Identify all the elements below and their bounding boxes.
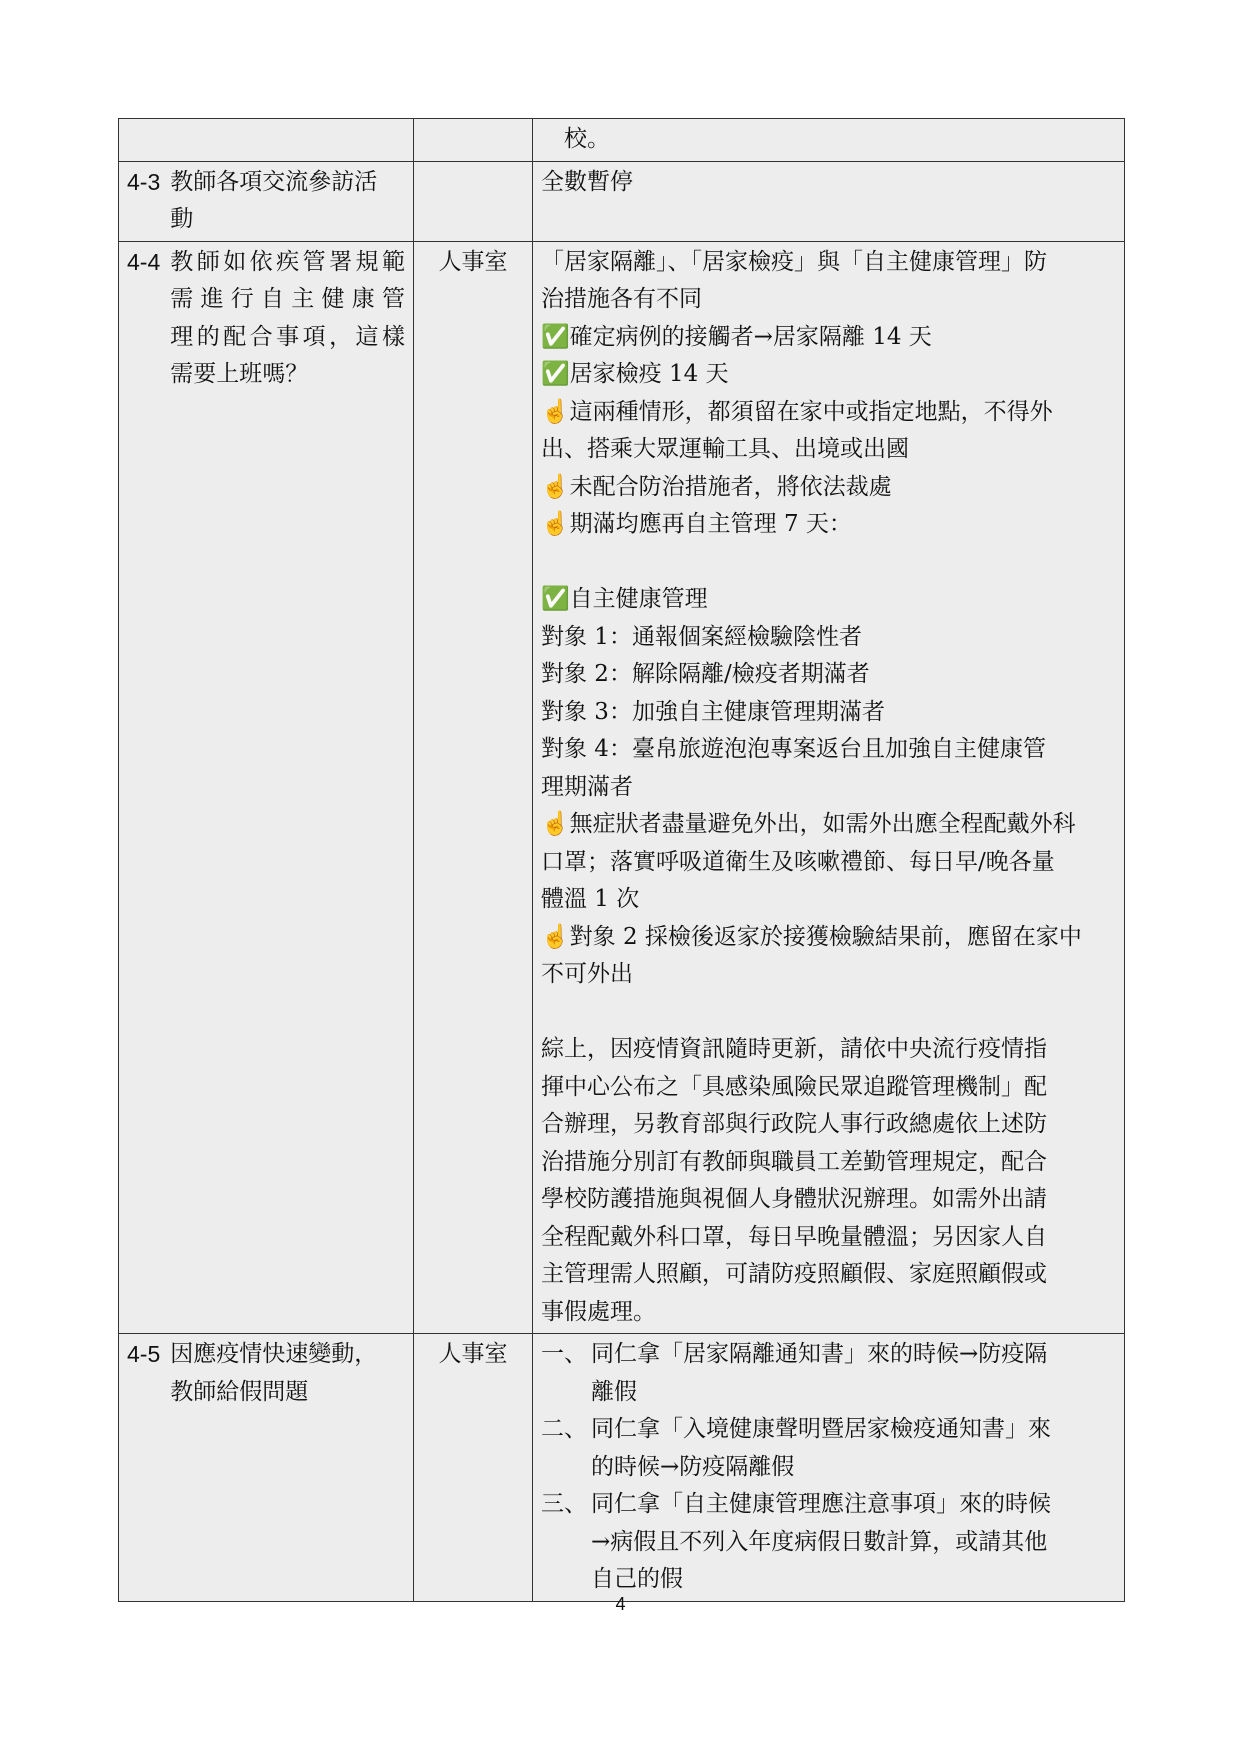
dept-cell: 人事室 (414, 1334, 533, 1602)
question-cell (119, 241, 414, 1334)
answer-line: 不可外出 (541, 961, 633, 987)
list-body (591, 1336, 1116, 1411)
answer-line: ☝期滿均應再自主管理 7 天： (541, 511, 852, 537)
table-row (119, 241, 1125, 1334)
answer-line: 校。 (541, 126, 610, 152)
question-text (160, 164, 405, 239)
answer-line: 全數暫停 (541, 168, 633, 195)
list-item (541, 1486, 1116, 1599)
question-cell (119, 161, 414, 241)
question-line: 動 (170, 206, 194, 232)
answer-cell (533, 1334, 1125, 1602)
item-number: 4-3 (127, 168, 161, 195)
question-line: 需進行自主健康管 (170, 286, 405, 312)
answer-line: ☝對象 2 採檢後返家於接獲檢驗結果前，應留在家中 (541, 923, 1082, 950)
answer-line: 綜上，因疫情資訊隨時更新，請依中央流行疫情指 (541, 1036, 1047, 1062)
list-marker: 二、 (541, 1416, 587, 1442)
answer-line: 理期滿者 (541, 773, 633, 800)
answer-line: 口罩；落實呼吸道衛生及咳嗽禮節、每日早/晚各量 (541, 848, 1055, 875)
dept-cell (414, 119, 533, 162)
faq-table (118, 118, 1125, 1602)
answer-line: 治措施分別訂有教師與職員工差勤管理規定，配合 (541, 1148, 1047, 1175)
answer-line: 同仁拿「自主健康管理應注意事項」來的時候 (591, 1491, 1051, 1517)
dept-cell: 人事室 (414, 241, 533, 1334)
answer-line: ☝這兩種情形，都須留在家中或指定地點，不得外 (541, 398, 1053, 425)
answer-cell (533, 241, 1125, 1334)
answer-line: 對象 1：通報個案經檢驗陰性者 (541, 623, 862, 650)
question-cell (119, 119, 414, 162)
answer-line: ☝無症狀者盡量避免外出，如需外出應全程配戴外科 (541, 811, 1076, 837)
question-line: 需要上班嗎？ (170, 361, 309, 387)
question-line: 教師各項交流參訪活 (170, 168, 378, 195)
answer-cell (533, 119, 1125, 162)
dept-cell (414, 161, 533, 241)
answer-line: 出、搭乘大眾運輸工具、出境或出國 (541, 436, 909, 462)
question-line: 教師如依疾管署規範 (170, 248, 405, 275)
list-marker: 三、 (541, 1491, 587, 1517)
answer-line: 體溫 1 次 (541, 886, 640, 912)
question-text (160, 244, 405, 394)
answer-line: 同仁拿「入境健康聲明暨居家檢疫通知書」來 (591, 1416, 1051, 1442)
answer-line: 學校防護措施與視個人身體狀況辦理。如需外出請 (541, 1186, 1047, 1212)
answer-cell (533, 161, 1125, 241)
list-body (591, 1486, 1116, 1599)
item-number: 4-5 (127, 1341, 161, 1367)
answer-line: →病假且不列入年度病假日數計算，或請其他 (591, 1528, 1048, 1555)
answer-line: 對象 3：加強自主健康管理期滿者 (541, 698, 885, 725)
answer-line: ☝未配合防治措施者，將依法裁處 (541, 473, 892, 500)
list-item (541, 1336, 1116, 1411)
page-number: 4 (615, 1594, 626, 1614)
question-line: 因應疫情快速變動， (170, 1341, 378, 1367)
question-line: 教師給假問題 (170, 1378, 309, 1405)
question-text (160, 1336, 405, 1411)
answer-line: 同仁拿「居家隔離通知書」來的時候→防疫隔 (591, 1341, 1048, 1367)
answer-line: 離假 (591, 1378, 637, 1405)
answer-line: 對象 2：解除隔離/檢疫者期滿者 (541, 661, 870, 687)
answer-line: ✅居家檢疫 14 天 (541, 361, 729, 387)
table-row (119, 161, 1125, 241)
answer-line: 對象 4：臺帛旅遊泡泡專案返台且加強自主健康管 (541, 736, 1046, 762)
answer-line: 的時候→防疫隔離假 (591, 1453, 795, 1480)
question-line: 理的配合事項，這樣 (170, 323, 405, 350)
answer-line: 全程配戴外科口罩，每日早晚量體溫；另因家人自 (541, 1223, 1047, 1250)
blank-line (541, 994, 1116, 1032)
list-body (591, 1411, 1116, 1486)
answer-line: ✅確定病例的接觸者→居家隔離 14 天 (541, 323, 932, 350)
blank-line (541, 544, 1116, 582)
answer-line: 自己的假 (591, 1566, 683, 1592)
answer-line: 事假處理。 (541, 1298, 656, 1325)
answer-line: ✅自主健康管理 (541, 586, 708, 612)
answer-line: 揮中心公布之「具感染風險民眾追蹤管理機制」配 (541, 1073, 1047, 1100)
answer-line: 主管理需人照顧，可請防疫照顧假、家庭照顧假或 (541, 1261, 1047, 1287)
question-cell (119, 1334, 414, 1602)
table-row (119, 119, 1125, 162)
answer-line: 合辦理，另教育部與行政院人事行政總處依上述防 (541, 1111, 1047, 1137)
list-item (541, 1411, 1116, 1486)
answer-line: 「居家隔離」、「居家檢疫」與「自主健康管理」防 (541, 248, 1047, 275)
table-row (119, 1334, 1125, 1602)
answer-line: 治措施各有不同 (541, 286, 702, 312)
list-marker: 一、 (541, 1341, 587, 1367)
item-number: 4-4 (127, 248, 161, 275)
